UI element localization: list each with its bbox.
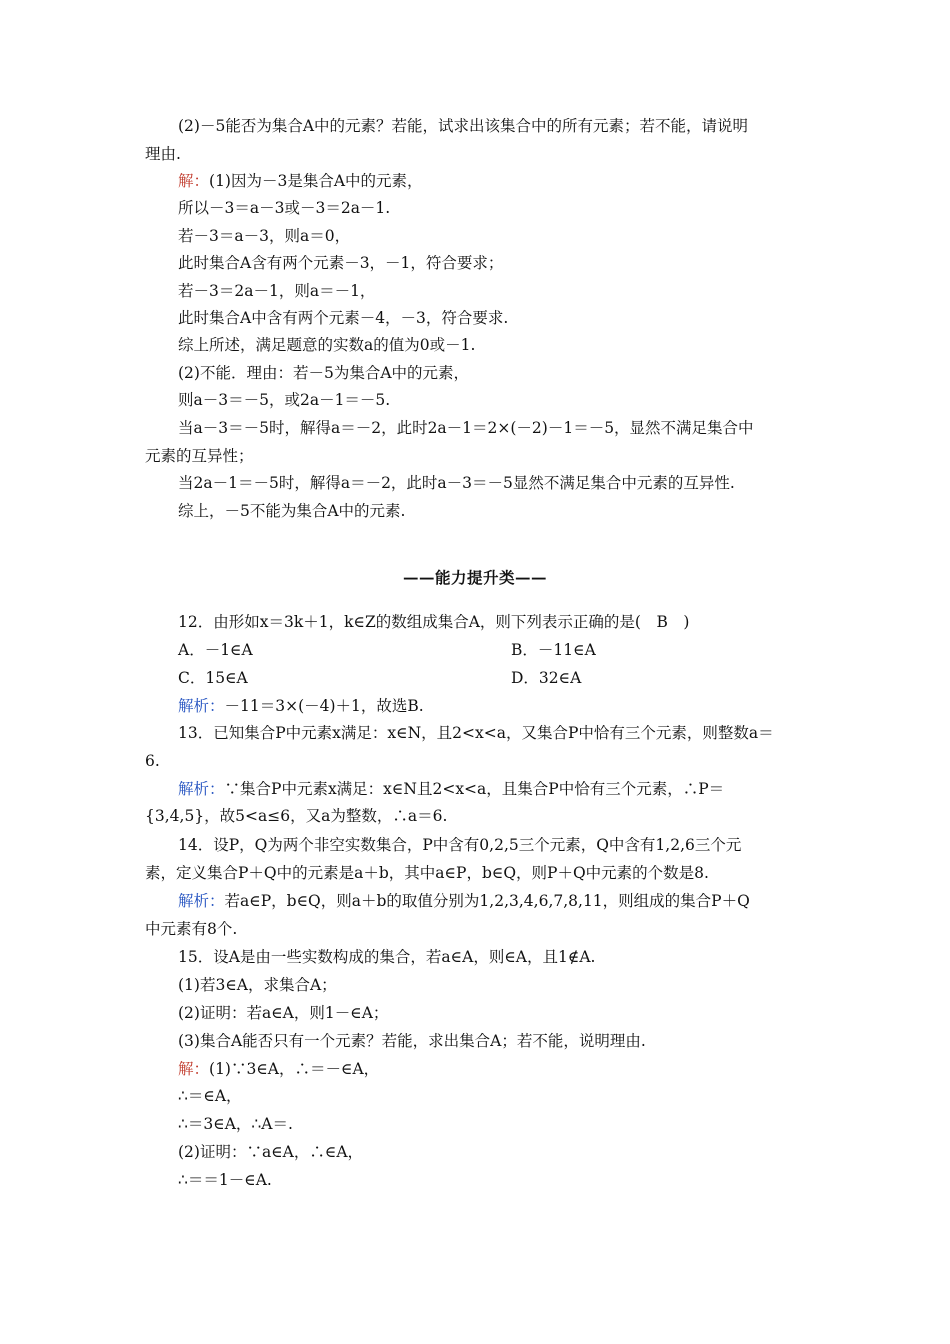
line-text: (2)－5能否为集合A中的元素？若能，试求出该集合中的所有元素；若不能，请说明 — [178, 117, 749, 135]
section-title: ——能力提升类—— — [402, 568, 547, 587]
solution-label: 解： — [178, 1060, 210, 1078]
line-text: (2)不能．理由：若－5为集合A中的元素， — [178, 364, 470, 382]
text-line — [178, 1031, 646, 1051]
text-line — [178, 1003, 388, 1023]
text-line — [178, 891, 750, 911]
text-line — [511, 668, 581, 688]
line-text: 14．设P，Q为两个非空实数集合，P中含有0,2,5三个元素，Q中含有1,2,6三个元 — [178, 836, 742, 854]
line-text: 元素的互异性； — [145, 447, 254, 465]
line-text: －11＝3×(－4)＋1，故选B. — [224, 697, 424, 715]
line-text: ∴＝3∈A，∴A＝. — [178, 1115, 293, 1133]
text-line — [178, 668, 248, 688]
line-text: D．32∈A — [511, 669, 582, 687]
text-line — [178, 226, 350, 246]
text-line — [178, 1170, 272, 1190]
solution-label: 解析： — [178, 697, 225, 715]
text-line — [178, 696, 424, 716]
line-text: ∴＝＝1－∈A. — [178, 1171, 272, 1189]
solution-label: 解析： — [178, 892, 225, 910]
line-text: (1)因为－3是集合A中的元素， — [209, 172, 423, 190]
line-text: 当2a－1＝－5时，解得a＝－2，此时a－3＝－5显然不满足集合中元素的互异性. — [178, 474, 735, 492]
line-text: 此时集合A中含有两个元素－4，－3，符合要求. — [178, 309, 509, 327]
line-text: (3)集合A能否只有一个元素？若能，求出集合A；若不能，说明理由. — [178, 1032, 646, 1050]
text-line — [145, 919, 237, 939]
solution-label: 解： — [178, 172, 210, 190]
line-text: A．－1∈A — [178, 641, 253, 659]
text-line — [178, 835, 741, 855]
text-line — [145, 751, 160, 771]
text-line — [178, 975, 337, 995]
text-line — [178, 1086, 242, 1106]
line-text: 理由. — [145, 145, 181, 163]
line-text: 若－3＝a－3，则a＝0， — [178, 227, 351, 245]
line-text: 当a－3＝－5时，解得a＝－2，此时2a－1＝2×(－2)－1＝－5，显然不满足集合中 — [178, 419, 754, 437]
text-line — [178, 116, 748, 136]
line-text: (1)∵3∈A，∴＝－∈A， — [209, 1060, 380, 1078]
line-text: 中元素有8个. — [145, 920, 238, 938]
line-text: ∴＝∈A， — [178, 1087, 242, 1105]
line-text: C．15∈A — [178, 669, 248, 687]
text-line — [511, 640, 596, 660]
text-line — [178, 612, 689, 632]
text-line — [145, 144, 181, 164]
text-line — [178, 335, 475, 355]
text-line — [178, 723, 774, 743]
line-text: (2)证明：若a∈A，则1－∈A； — [178, 1004, 389, 1022]
text-line — [178, 1114, 293, 1134]
text-line — [178, 640, 253, 660]
text-line — [145, 806, 447, 826]
text-line — [145, 863, 709, 883]
text-line — [145, 446, 254, 466]
line-text: 12．由形如x＝3k＋1，k∈Z的数组成集合A，则下列表示正确的是( B ) — [178, 613, 690, 631]
line-text: (1)若3∈A，求集合A； — [178, 976, 337, 994]
text-line — [178, 1059, 379, 1079]
line-text: 13．已知集合P中元素x满足：x∈N，且2<x<a，又集合P中恰有三个元素，则整数a＝ — [178, 724, 774, 742]
text-line — [178, 1142, 363, 1162]
text-line — [178, 947, 595, 967]
solution-label: 解析： — [178, 780, 225, 798]
line-text: 素，定义集合P＋Q中的元素是a＋b，其中a∈P，b∈Q，则P＋Q中元素的个数是8. — [145, 864, 709, 882]
text-line — [178, 253, 503, 273]
line-text: 15．设A是由一些实数构成的集合，若a∈A，则∈A，且1∉A. — [178, 948, 596, 966]
text-line — [178, 390, 390, 410]
line-text: 综上，－5不能为集合A中的元素. — [178, 502, 406, 520]
line-text: 此时集合A含有两个元素－3，－1，符合要求； — [178, 254, 504, 272]
text-line — [178, 501, 405, 521]
line-text: 则a－3＝－5，或2a－1＝－5. — [178, 391, 391, 409]
text-line — [178, 473, 735, 493]
line-text: (2)证明：∵a∈A，∴∈A， — [178, 1143, 364, 1161]
text-line — [178, 171, 423, 191]
line-text: 若a∈P，b∈Q，则a＋b的取值分别为1,2,3,4,6,7,8,11，则组成的集合P＋Q — [224, 892, 750, 910]
text-line — [178, 198, 390, 218]
line-text: 6. — [145, 752, 160, 770]
text-line — [178, 779, 724, 799]
text-line — [178, 281, 375, 301]
line-text: 综上所述，满足题意的实数a的值为0或－1. — [178, 336, 476, 354]
line-text: ∵集合P中元素x满足：x∈N且2<x<a，且集合P中恰有三个元素，∴P＝ — [224, 780, 725, 798]
line-text: 所以－3＝a－3或－3＝2a－1. — [178, 199, 391, 217]
line-text: {3,4,5}，故5<a≤6，又a为整数，∴a＝6. — [145, 807, 448, 825]
line-text: 若－3＝2a－1，则a＝－1， — [178, 282, 376, 300]
text-line — [178, 308, 508, 328]
line-text: B．－11∈A — [511, 641, 596, 659]
text-line — [178, 363, 469, 383]
text-line — [178, 418, 754, 438]
